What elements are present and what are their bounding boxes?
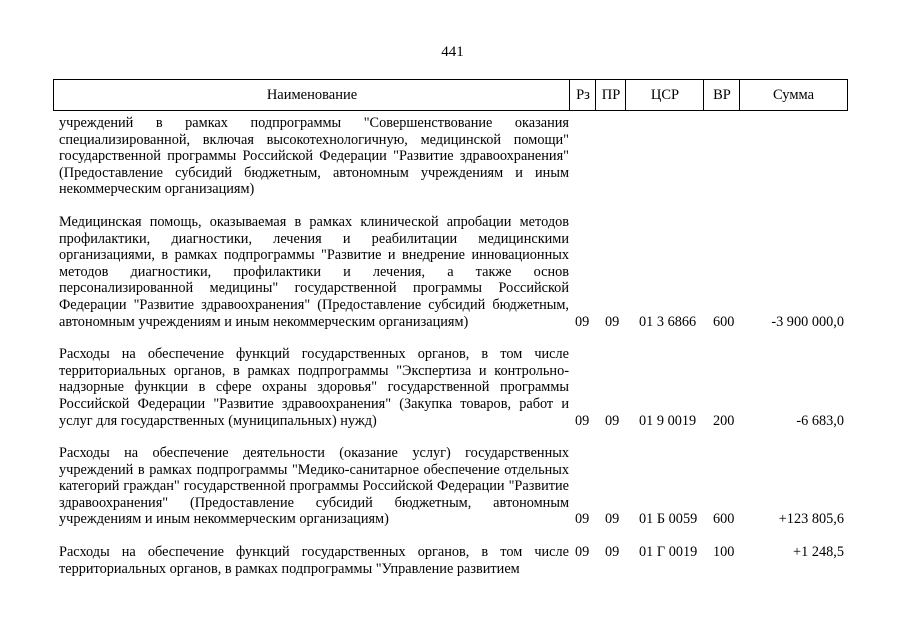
- header-rz: Рз: [576, 87, 590, 103]
- row-csr: 01 Г 0019: [639, 544, 698, 561]
- row-rz: 09: [575, 412, 590, 429]
- table-header-row: [53, 79, 848, 111]
- row-vr: 200: [713, 412, 735, 429]
- row-sum: +1 248,5: [793, 544, 844, 561]
- row-sum: +123 805,6: [778, 511, 844, 528]
- table-row: [53, 445, 848, 528]
- table-row: [53, 115, 848, 198]
- row-pr: 09: [605, 511, 620, 528]
- row-pr: 09: [605, 544, 620, 561]
- table-row: [53, 544, 848, 577]
- header-csr: ЦСР: [650, 87, 680, 103]
- row-csr: 01 3 6866: [639, 313, 697, 330]
- row-pr: 09: [605, 313, 620, 330]
- table-body: [53, 115, 848, 593]
- row-rz: 09: [575, 544, 590, 561]
- row-csr: 01 Б 0059: [639, 511, 698, 528]
- row-description: Медицинская помощь, оказываемая в рамках клинической апробации методов профилактики, диагностики, лечения и реабилитации медицинскими организациями, в рамках подпрограммы "Развитие и внедрение инновационных методов диагностики, профилактики и лечения, а также основ персонализированной медицины" государственной программы Российской Федерации "Развитие здравоохранения" (Предоставление субсидий бюджетным, автономным учреждениям и иным некоммерческим организациям): [59, 213, 569, 330]
- budget-table-header: [53, 79, 848, 111]
- header-sum: Сумма: [772, 87, 815, 103]
- table-row: [53, 346, 848, 429]
- row-vr: 600: [713, 313, 735, 330]
- row-description: Расходы на обеспечение функций государственных органов, в том числе территориальных органов, в рамках подпрограммы "Управление развитием: [59, 544, 569, 577]
- row-description: Расходы на обеспечение функций государственных органов, в том числе территориальных органов, в рамках подпрограммы "Экспертиза и контрольно-надзорные функции в сфере охраны здоровья" государственной программы Российской Федерации "Развитие здравоохранения" (Закупка товаров, работ и услуг для государственных (муниципальных) нужд): [59, 346, 569, 429]
- header-pr: ПР: [601, 87, 621, 103]
- row-pr: 09: [605, 412, 620, 429]
- row-rz: 09: [575, 313, 590, 330]
- row-sum: -6 683,0: [796, 412, 844, 429]
- header-vr: ВР: [713, 87, 731, 103]
- row-description: Расходы на обеспечение деятельности (оказание услуг) государственных учреждений в рамках подпрограммы "Медико-санитарное обеспечение отдельных категорий граждан" государственной программы Российской Федерации "Развитие здравоохранения" (Предоставление субсидий бюджетным, автономным учреждениям и иным некоммерческим организациям): [59, 445, 569, 528]
- row-description: учреждений в рамках подпрограммы "Совершенствование оказания специализированной, включая высокотехнологичную, медицинской помощи" государственной программы Российской Федерации "Развитие здравоохранения" (Предоставление субсидий бюджетным, автономным учреждениям и иным некоммерческим организациям): [59, 115, 569, 198]
- header-name: Наименование: [266, 87, 358, 103]
- row-sum: -3 900 000,0: [771, 313, 844, 330]
- row-vr: 100: [713, 544, 735, 561]
- row-vr: 600: [713, 511, 735, 528]
- table-row: [53, 214, 848, 330]
- row-rz: 09: [575, 511, 590, 528]
- page-number: 441: [441, 44, 464, 60]
- row-csr: 01 9 0019: [639, 412, 697, 429]
